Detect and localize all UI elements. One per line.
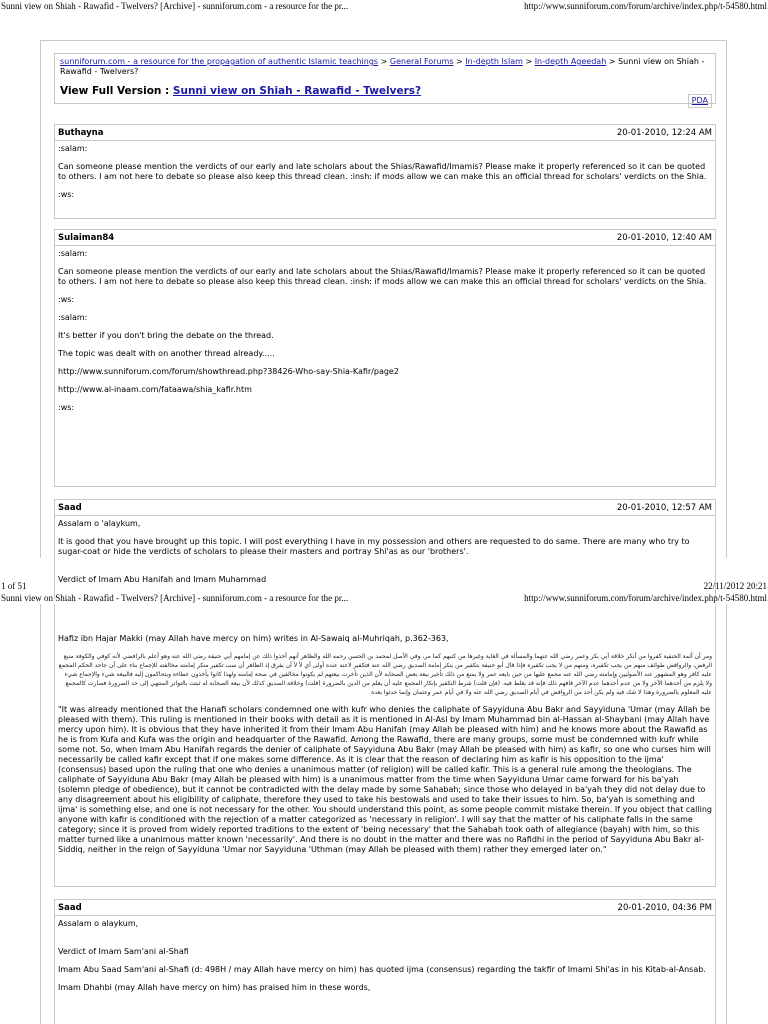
post-text: Hafiz ibn Hajar Makki (may Allah have mercy on him) writes in Al-Sawaiq al-Muhriqah, p.362-363,	[58, 634, 449, 643]
archive-frame	[40, 40, 727, 584]
post-username: Saad	[58, 503, 82, 513]
post-text: The topic was dealt with on another thread already.....	[58, 349, 275, 358]
arabic-quote: ومر أن أئمة الحنفية كفروا من أنكر خلافة أبي بكر وعمر رضي الله عنهما والمسألة في الغاية وغيرها من كتبهم كما مر، وفي الأصل لمحمد بن الحسن رحمه الله والظاهر أنهم أخذوا ذلك عن إمامهم أبي حنيفة رضي الله عنه وهو أعلم بالرافضي لأنه كوفي والكوفة منبع الرفض، والروافض طوائف منهم من يجب تكفيره، ومنهم من لا يجب تكفيره فإذا قال أبو حنيفة بتكفير من ينكر إمامة الصديق رضي الله عنه فتكفير لاعنه عنده أولى أي لأ لأ أن يفرق إذ الظاهر أن سب تكفير منكر إمامته مخالفته للإجماع بناء على أن جاحد الحكم المجمع عليه كافر وهو المشهور عند الأصوليين وإمامته رضي الله عنه مجمع عليها من حين بايعه عمر ولا يمنع من ذلك تأخير بيعة بعض الصحابة لأن الذين تأخرت بيعتهم لم يكونوا مخالفين في صحة إمامته ولهذا كانوا يأخذون عطاءه ويتحاكمون إليه فالبيعة شيء والإجماع شيء ولا يلزم من أحدهما الآخر ولا من عدم أحدهما عدم الآخر فافهم ذلك فإنه قد يغلط فيه. (فإن قلت) شرط التكفير بإنكار المجمع عليه أن يعلم من الدين بالضرورة (قلت) وخلافة الصديق كذلك لأن بيعة الصحابة له ثبتت بالتواتر المنتهي إلى حد الضرورة فصارت كالمجمع عليه المعلوم بالضرورة وهذا لا شك فيه ولم يكن أحد من الروافض في أيام الصديق رضي الله عنه ولا في أيام عمر وعثمان وإنما حدثوا بعده	[58, 653, 712, 696]
translated-quote: "It was already mentioned that the Hanafi scholars condemned one with kufr who denies the caliphate of Sayyiduna Abu Bakr and Sayyiduna 'Umar (may Allah be pleased with them). This ruling is mentioned in their books with detail as it is mentioned in Al-Asl by Imam Muhammad bin al-Hassan al-Shaybani (may Allah have mercy upon him). It is obvious that they have inherited it from their Imam Abu Hanifah (may Allah be pleased with him) and he knows more about the Rawafid as he is from Kufa and Kufa was the origin and headquarter of the Rawafid. Among the Rawafid, there are many groups, some must be condemned with kufr while some not. So, when Imam Abu Hanifah regards the denier of caliphate of Sayyiduna Abu Bakr (may Allah be pleased with him) as kafir, so one who curses him will necessarily be called kafir except that if one makes some difference. As it is clear that the reason of declaring him as kafir is his opposition to the ijma' (consensus) based upon the ruling that one who denies a unanimous matter (of religion) will be called kafir. This is a general rule among the theologians. The caliphate of Sayyiduna Abu Bakr (may Allah be pleased with him) is a unanimous matter from the time when Sayyiduna Umar came forward for his ba'yah (solemn pledge of obedience), but it cannot be contradicted with the delay made by some Sahabah; since those who delayed in ba'yah they did not delay due to any disagreement about his eligibility of caliphate, therefore they used to take his bestowals and used to take their issues to him. So, ba'yah is something and ijma' is something else, and one is not necessary for the other. You should understand this point, as some people commit mistake therein. If you object that calling anyone with kafir is conditioned with the rejection of a matter categorized as 'necessary in religion'. I will say that the matter of his caliphate falls in the same category; since it is proved from widely reported traditions to the extent of 'being necessary' that the Sahabah took oath of allegiance (bayah) with him, so this matter turned like a unanimous matter known 'necessarily'. And there is no doubt in the matter and there was no Rafidhi in the period of Sayyiduna Abu Bakr al-Siddiq, neither in the reign of Sayyiduna 'Umar nor Sayyiduna 'Uthman (may Allah be pleased with them) rather they emerged later on."	[58, 705, 712, 854]
print-header-title: Sunni view on Shiah - Rawafid - Twelvers? [Archive] - sunniforum.com - a resource for the pr...	[1, 593, 349, 603]
view-full-version	[60, 85, 710, 98]
breadcrumb-separator: >	[456, 57, 463, 66]
print-header-title: Sunni view on Shiah - Rawafid - Twelvers? [Archive] - sunniforum.com - a resource for the pr...	[1, 1, 349, 11]
post-text: It's better if you don't bring the debate on the thread.	[58, 331, 274, 340]
post-date: 20-01-2010, 12:40 AM	[616, 233, 712, 243]
post-text: :salam:	[58, 144, 88, 153]
post-text: Verdict of Imam Sam'ani al-Shafi	[58, 947, 189, 956]
breadcrumb-current: Sunni view on Shiah - Rawafid - Twelvers?	[60, 57, 705, 76]
print-header-url: http://www.sunniforum.com/forum/archive/index.php/t-54580.html	[524, 593, 767, 603]
post-header	[55, 900, 715, 916]
post	[54, 899, 716, 1024]
post	[54, 124, 716, 219]
post-text: :salam:	[58, 249, 88, 258]
post-text: Can someone please mention the verdicts of our early and late scholars about the Shias/Rawafid/Imamis? Please make it properly referenced so it can be quoted to others. I am not here to debate so please also keep this thread clean. :insh: if mods allow we can make this an official thread for scholars' verdicts on the Shia.	[58, 162, 707, 181]
view-full-link[interactable]: Sunni view on Shiah - Rawafid - Twelvers?	[172, 85, 422, 97]
post-text: It is good that you have brought up this topic. I will post everything I have in my possession and others are requested to do same. There are many who try to sugar-coat or hide the verdicts of scholars to please their masters and portray Shi'as as our 'brothers'.	[58, 537, 690, 556]
post	[54, 229, 716, 487]
post-body	[55, 246, 715, 423]
post-body	[55, 141, 715, 210]
post-text: :ws:	[58, 403, 75, 412]
post-header	[55, 125, 715, 141]
print-header-url: http://www.sunniforum.com/forum/archive/index.php/t-54580.html	[524, 1, 767, 11]
post-date: 20-01-2010, 04:36 PM	[617, 903, 712, 913]
post-text: Assalam o alaykum,	[58, 919, 139, 928]
breadcrumb-link-home[interactable]: sunniforum.com - a resource for the propagation of authentic Islamic teachings	[60, 57, 379, 66]
post-link-text: http://www.sunniforum.com/forum/showthread.php?38426-Who-say-Shia-Kafir/page2	[58, 367, 399, 376]
breadcrumb-separator: >	[525, 57, 533, 66]
post-date: 20-01-2010, 12:24 AM	[616, 128, 712, 138]
post-text: Can someone please mention the verdicts of our early and late scholars about the Shias/Rawafid/Imamis? Please make it properly referenced so it can be quoted to others. I am not here to debate so please also keep this thread clean. :insh: if mods allow we can make this an official thread for scholars' verdicts on the Shia.	[58, 267, 707, 286]
post-username: Buthayna	[58, 128, 104, 138]
post-body	[55, 604, 715, 865]
post-text: Assalam o 'alaykum,	[58, 519, 141, 528]
pda-link[interactable]: PDA	[688, 94, 712, 108]
post-date: 20-01-2010, 12:57 AM	[616, 503, 712, 513]
breadcrumb	[60, 57, 710, 77]
post-text: Verdict of Imam Abu Hanifah and Imam Muhammad	[58, 575, 267, 584]
post	[54, 499, 716, 599]
post-text: :ws:	[58, 295, 75, 304]
post-username: Saad	[58, 903, 82, 913]
post-text: :salam:	[58, 313, 88, 322]
post-text: Imam Dhahbi (may Allah have mercy on him) has praised him in these words,	[58, 983, 371, 992]
post-text: Imam Abu Saad Sam'ani al-Shafi (d: 498H / may Allah have mercy on him) has quoted ijma (consensus) regarding the takfir of Imami Shi'as in his Kitab-al-Ansab.	[58, 965, 706, 974]
post-continued	[54, 604, 716, 887]
post-header	[55, 230, 715, 246]
breadcrumb-separator: >	[380, 57, 388, 66]
post-body	[55, 916, 715, 1003]
post-body	[55, 516, 715, 595]
breadcrumb-link-in-depth-islam[interactable]: In-depth Islam	[465, 57, 523, 66]
print-timestamp: 22/11/2012 20:21	[703, 581, 767, 591]
page-count: 1 of 51	[1, 581, 27, 591]
post-username: Sulaiman84	[58, 233, 115, 243]
post-header	[55, 500, 715, 516]
breadcrumb-link-general-forums[interactable]: General Forums	[389, 57, 454, 66]
navigation-box	[54, 53, 716, 104]
view-full-label: View Full Version :	[60, 85, 170, 97]
breadcrumb-link-in-depth-ageedah[interactable]: In-depth Ageedah	[534, 57, 607, 66]
post-link-text: http://www.al-inaam.com/fataawa/shia_kafir.htm	[58, 385, 252, 394]
breadcrumb-separator: >	[608, 57, 616, 66]
archive-frame	[40, 604, 727, 1024]
post-text: :ws:	[58, 190, 75, 199]
